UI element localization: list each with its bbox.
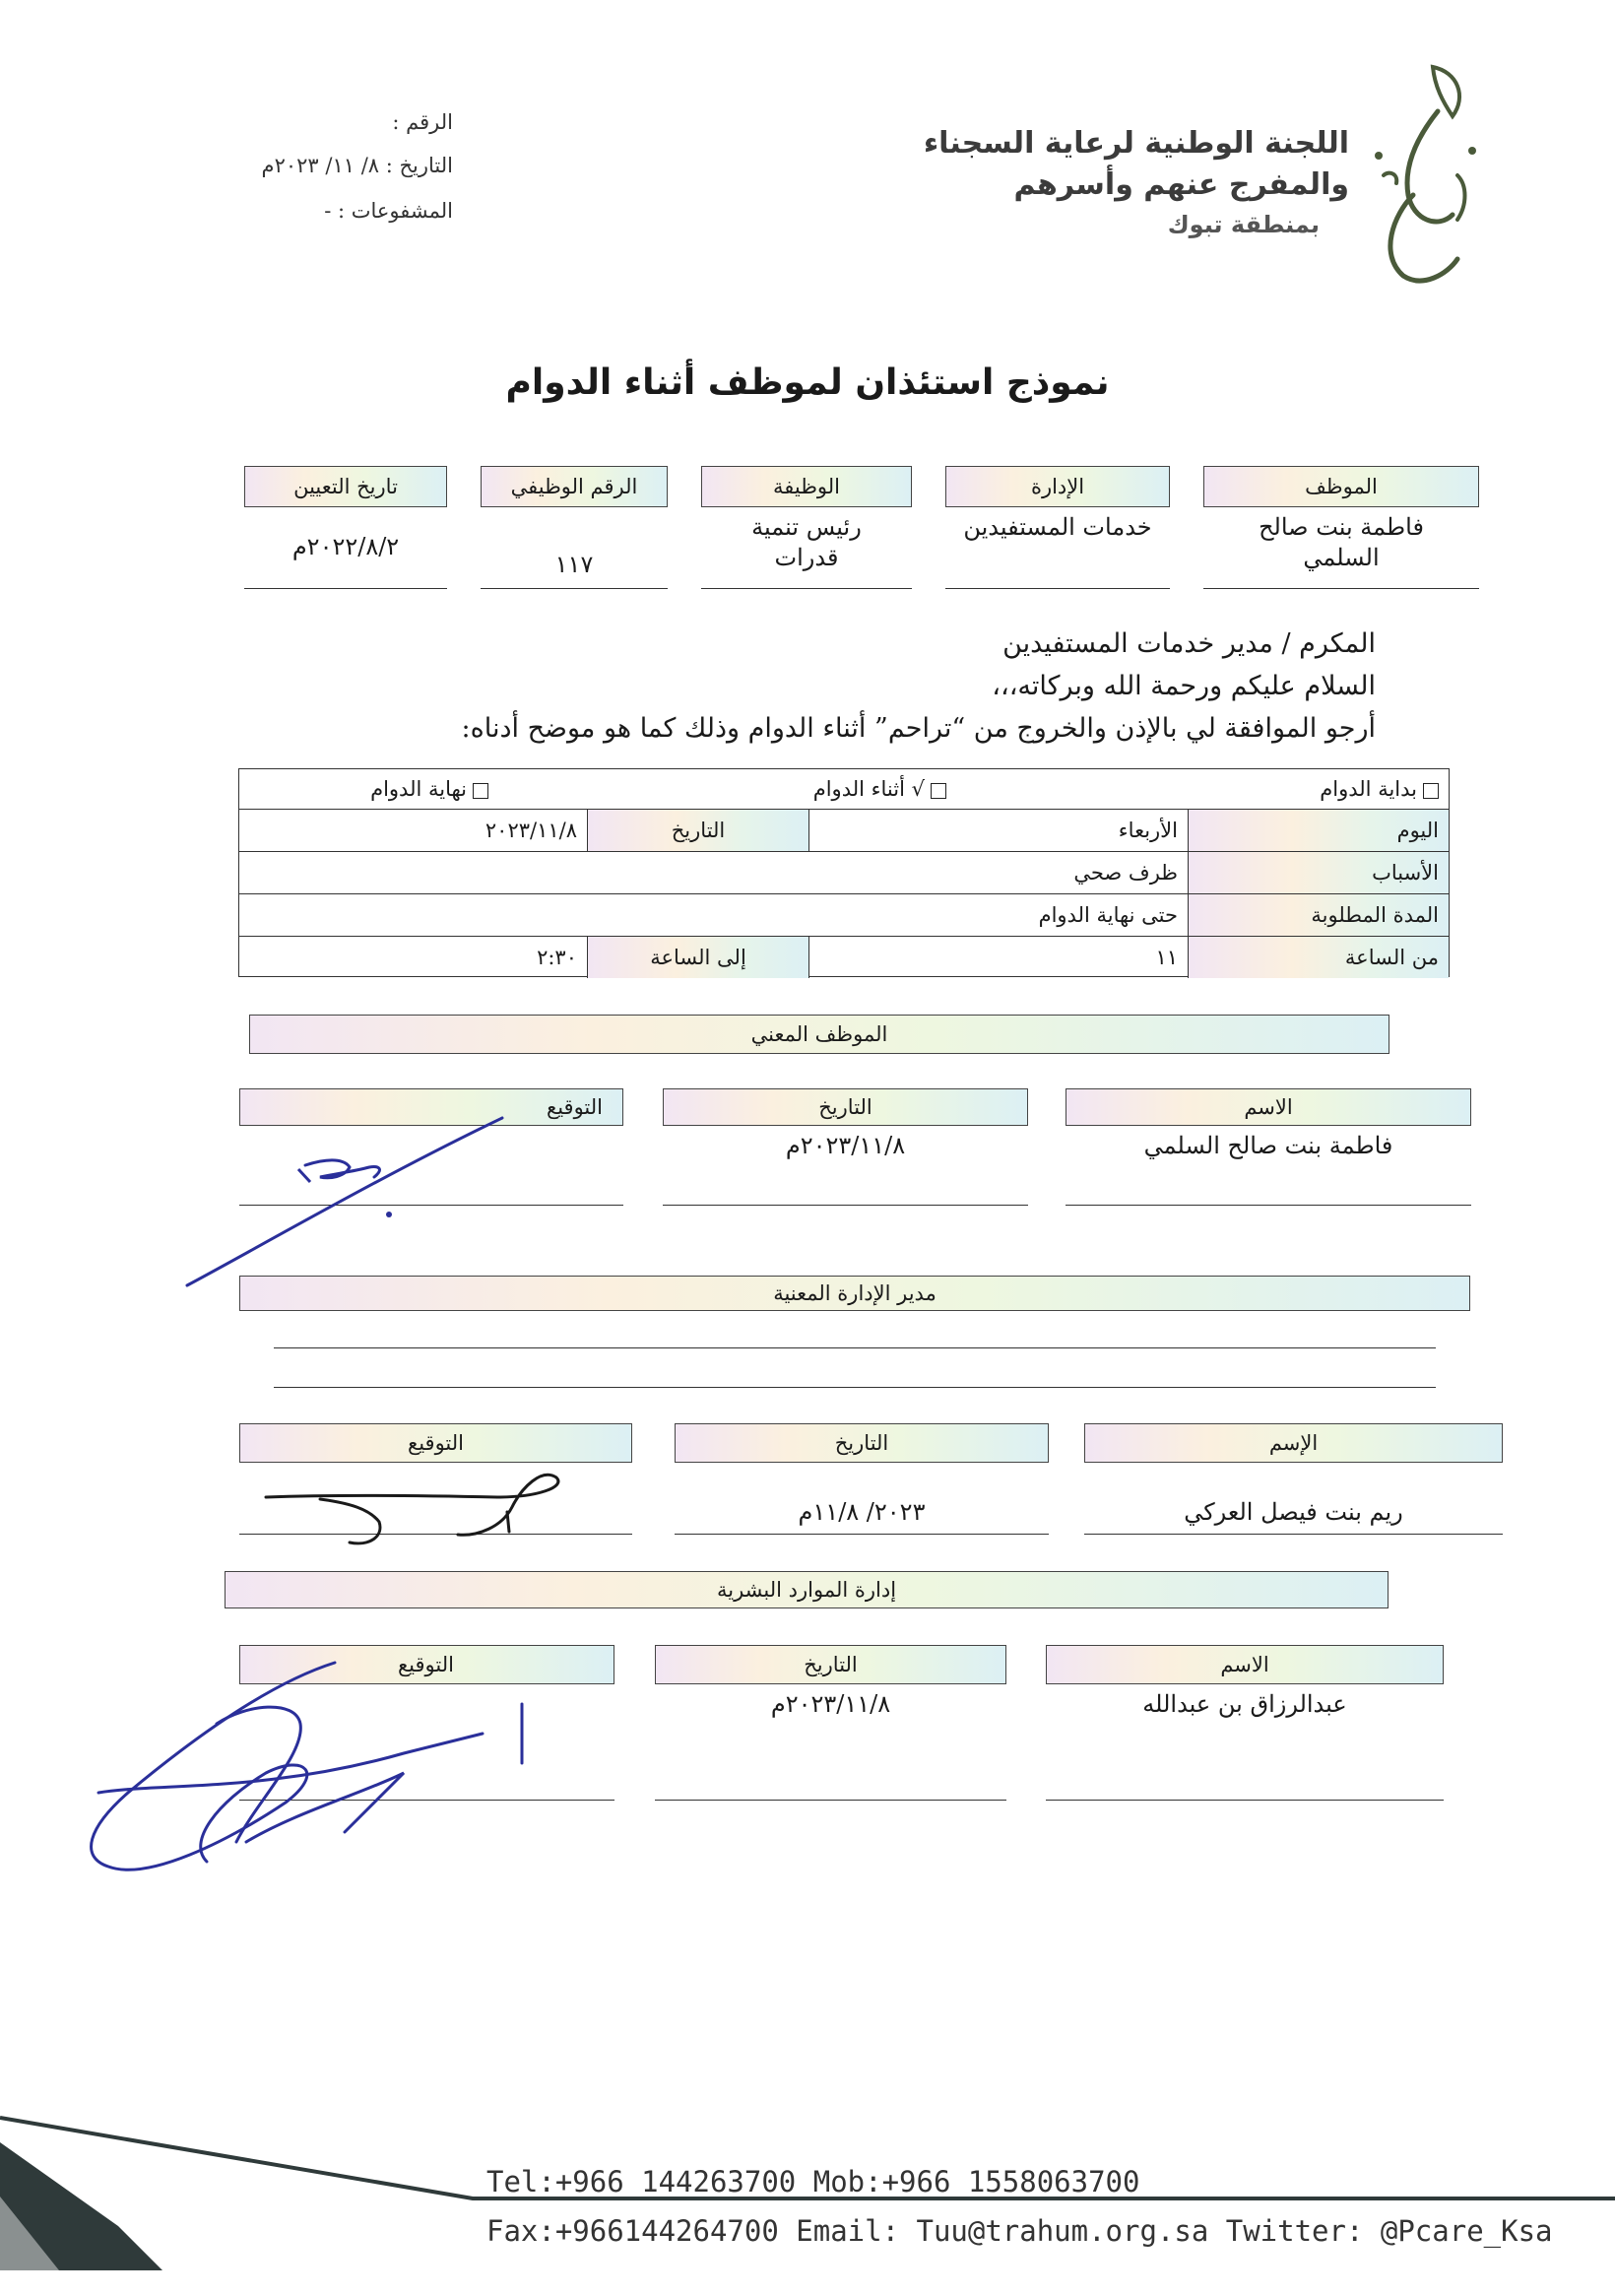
job-value: رئيس تنمية قدرات bbox=[701, 512, 912, 589]
reasons-value: ظرف صحي bbox=[1073, 861, 1178, 885]
manager-signature-label: التوقيع bbox=[239, 1423, 632, 1463]
checkbox-end-icon[interactable] bbox=[473, 783, 488, 799]
options-row bbox=[239, 769, 1449, 809]
org-name-line3: بمنطقة تبوك bbox=[1167, 211, 1320, 238]
department-label: الإدارة bbox=[945, 466, 1170, 507]
letter-addressee: المكرم / مدير خدمات المستفيدين bbox=[1002, 628, 1376, 659]
manager-date-label: التاريخ bbox=[675, 1423, 1049, 1463]
option-during-label: أثناء الدوام bbox=[812, 777, 905, 801]
option-during-mark: √ bbox=[911, 777, 925, 801]
day-value: الأربعاء bbox=[808, 810, 1188, 851]
manager-notes-line-1 bbox=[274, 1325, 1436, 1348]
duration-value: حتى نهاية الدوام bbox=[1038, 903, 1178, 927]
employee-date-label: التاريخ bbox=[663, 1088, 1028, 1126]
employee-name-label: الاسم bbox=[1066, 1088, 1471, 1126]
manager-name-value: ريم بنت فيصل العركي bbox=[1084, 1468, 1503, 1535]
document-date-label: التاريخ : ٨/ ١١/ ٢٠٢٣م bbox=[261, 154, 453, 177]
checkbox-during-icon[interactable] bbox=[931, 783, 946, 799]
appointment-date-label: تاريخ التعيين bbox=[244, 466, 447, 507]
employee-section-title: الموظف المعني bbox=[249, 1015, 1389, 1054]
from-time-label: من الساعة bbox=[1188, 937, 1449, 978]
hr-name-label: الاسم bbox=[1046, 1645, 1444, 1684]
option-during[interactable] bbox=[813, 777, 946, 801]
employee-name-value: فاطمة بنت صالح السلمي bbox=[1066, 1131, 1471, 1206]
hr-section-title: إدارة الموارد البشرية bbox=[225, 1571, 1389, 1608]
option-start[interactable] bbox=[1320, 777, 1439, 801]
option-end[interactable] bbox=[370, 777, 488, 801]
manager-notes-line-2 bbox=[274, 1364, 1436, 1388]
document-attachments-label: المشفوعات : - bbox=[324, 199, 453, 223]
org-name-line1: اللجنة الوطنية لرعاية السجناء bbox=[923, 126, 1349, 161]
appointment-date-value: ٢٠٢٢/٨/٢م bbox=[244, 512, 447, 589]
manager-section-title: مدير الإدارة المعنية bbox=[239, 1276, 1470, 1311]
hr-signature-icon bbox=[69, 1645, 542, 1891]
checkbox-start-icon[interactable] bbox=[1423, 783, 1439, 799]
request-table bbox=[238, 768, 1450, 977]
footer-contact-line: Fax:+966144264700 Email: Tuu@trahum.org.sa Twitter: @Pcare_Ksa bbox=[486, 2214, 1553, 2248]
date-value: ٢٠٢٣/١١/٨ bbox=[484, 819, 577, 842]
reasons-row bbox=[239, 851, 1449, 893]
job-number-value: ١١٧ bbox=[481, 512, 668, 589]
form-title: نموذج استئذان لموظف أثناء الدوام bbox=[505, 362, 1110, 403]
day-label: اليوم bbox=[1188, 810, 1449, 851]
manager-date-value: ٢٠٢٣/ ١١/٨م bbox=[675, 1468, 1049, 1535]
job-label: الوظيفة bbox=[701, 466, 912, 507]
employee-label: الموظف bbox=[1203, 466, 1479, 507]
hr-date-label: التاريخ bbox=[655, 1645, 1006, 1684]
letter-request: أرجو الموافقة لي بالإذن والخروج من “تراحم” أثناء الدوام وذلك كما هو موضح أدناه: bbox=[461, 713, 1376, 744]
job-number-label: الرقم الوظيفي bbox=[481, 466, 668, 507]
to-time-value: ٢:٣٠ bbox=[537, 946, 577, 969]
hr-name-value: عبدالرزاق بن عبدالله bbox=[1046, 1689, 1444, 1801]
time-row bbox=[239, 936, 1449, 978]
employee-signature-label: التوقيع bbox=[239, 1088, 623, 1126]
footer-decoration-icon bbox=[0, 2108, 1615, 2296]
letter-greeting: السلام عليكم ورحمة الله وبركاته،،، bbox=[992, 671, 1376, 701]
document-number-label: الرقم : bbox=[392, 110, 453, 134]
employee-signature-icon bbox=[182, 1108, 517, 1295]
employee-date-value: ٢٠٢٣/١١/٨م bbox=[663, 1131, 1028, 1206]
duration-label: المدة المطلوبة bbox=[1188, 894, 1449, 936]
footer-phone-line: Tel:+966 144263700 Mob:+966 1558063700 bbox=[486, 2165, 1140, 2198]
manager-signature-icon bbox=[261, 1468, 586, 1556]
date-label: التاريخ bbox=[587, 810, 808, 851]
department-value: خدمات المستفيدين bbox=[945, 512, 1170, 589]
option-end-label: نهاية الدوام bbox=[370, 777, 467, 801]
to-time-label: إلى الساعة bbox=[587, 937, 808, 978]
reasons-label: الأسباب bbox=[1188, 852, 1449, 893]
from-time-value: ١١ bbox=[808, 937, 1188, 978]
option-start-label: بداية الدوام bbox=[1320, 777, 1417, 801]
manager-name-label: الإسم bbox=[1084, 1423, 1503, 1463]
org-name-line2: والمفرج عنهم وأسرهم bbox=[1013, 167, 1349, 202]
duration-row bbox=[239, 893, 1449, 936]
hr-date-value: ٢٠٢٣/١١/٨م bbox=[655, 1689, 1006, 1801]
employee-value: فاطمة بنت صالح السلمي bbox=[1203, 512, 1479, 589]
hr-signature-label: التوقيع bbox=[239, 1645, 614, 1684]
day-date-row bbox=[239, 809, 1449, 851]
organization-logo-icon bbox=[1364, 57, 1482, 284]
